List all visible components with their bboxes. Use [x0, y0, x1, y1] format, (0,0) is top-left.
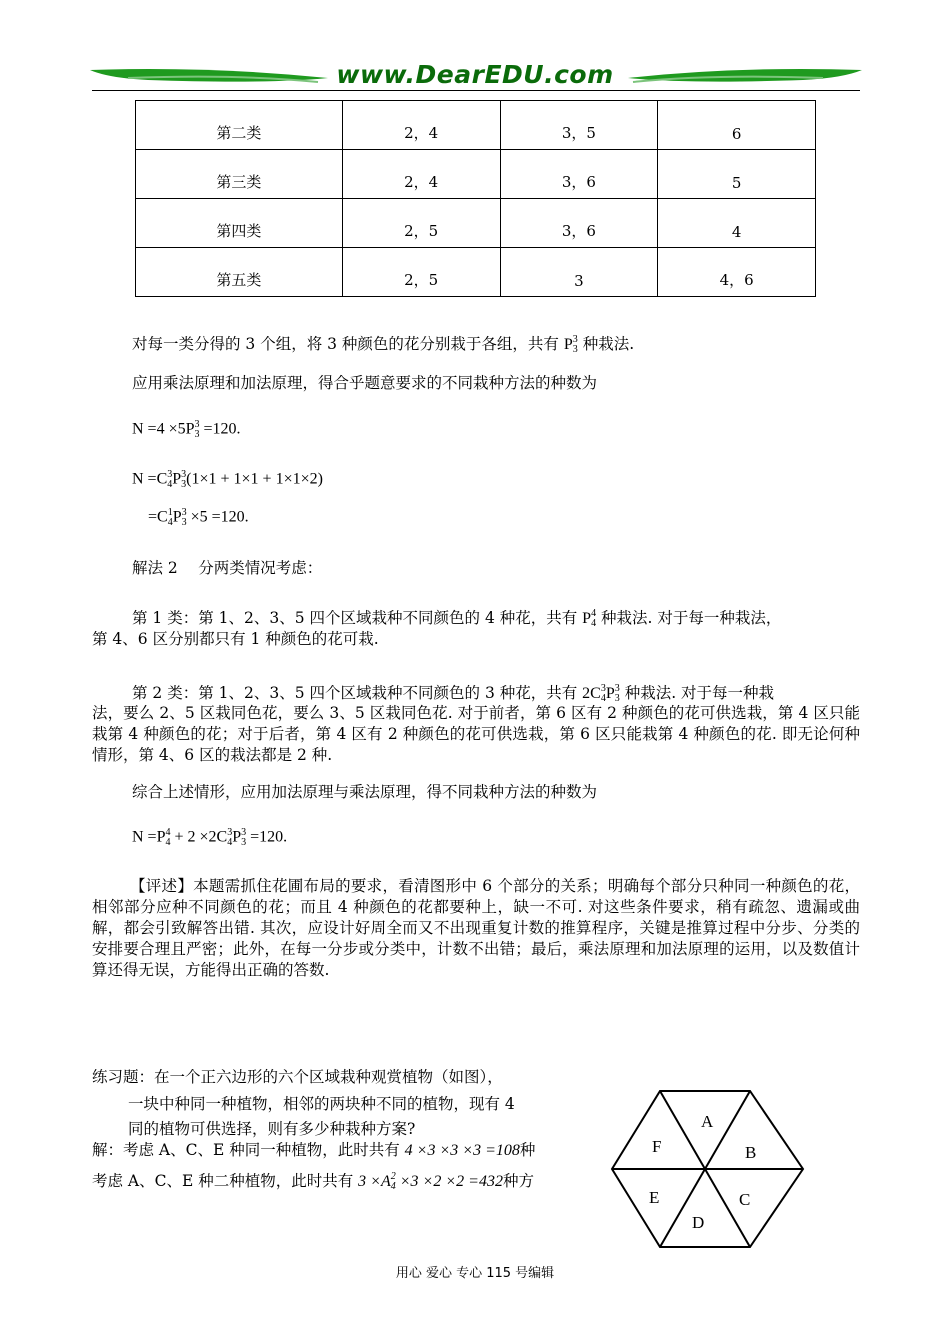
text-line: 对每一类分得的 3 个组，将 3 种颜色的花分别栽于各组，共有 P3 3 种栽法.	[132, 334, 635, 356]
review-paragraph: 【评述】本题需抓住花圃布局的要求，看清图形中 6 个部分的关系；明确每个部分只种同一种颜色的花，相邻部分应种不同颜色的花；而且 4 种颜色的花都要种上，缺一不可. 对这些条件要求，稍有疏忽、遗漏或曲解，都会引致解答出错. 其次，应设计好周全而又不出现重复计数的推算程序，关键是推算过程中分步、分类的安排要合理且严密；此外，在每一分步或分类中，计数不出错；最后，乘法原理和加法原理的运用，以及数值计算还得无误，方能得出正确的答数.	[92, 877, 860, 979]
formula: P3 3	[563, 334, 578, 356]
classification-table	[135, 100, 816, 297]
table-cell: 2，5	[342, 248, 500, 297]
formula: =C1 4P3 3 ×5 =120.	[148, 507, 249, 528]
table-cell: 3，5	[500, 101, 658, 150]
table-cell: 3，6	[500, 199, 658, 248]
text-line: 第 4、6 区分别都只有 1 种颜色的花可栽.	[92, 630, 379, 648]
table-cell: 6	[658, 101, 816, 150]
solution-line: 解：考虑 A、C、E 种同一种植物，此时共有 4 ×3 ×3 ×3 =108种	[92, 1141, 536, 1159]
region-label: E	[649, 1188, 660, 1207]
text-line: 应用乘法原理和加法原理，得合乎题意要求的不同栽种方法的种数为	[132, 374, 598, 392]
table-row	[136, 199, 816, 248]
text-line: 第 1 类：第 1、2、3、5 四个区域栽种不同颜色的 4 种花，共有 P4 4 种栽法. 对于每一种栽法，	[132, 608, 782, 630]
hexagon-diagram	[605, 1085, 810, 1257]
region-label: C	[739, 1190, 751, 1209]
page-footer: 用心 爱心 专心 115 号编辑	[395, 1266, 555, 1281]
table-cell: 2，4	[342, 150, 500, 199]
solution-line: 考虑 A、C、E 种二种植物，此时共有 3 ×A2 4 ×3 ×2 ×2 =432种方	[92, 1171, 534, 1193]
table-cell: 第二类	[136, 101, 343, 150]
table-cell: 第三类	[136, 150, 343, 199]
region-label: A	[701, 1112, 714, 1131]
formula: N =P4 4 + 2 ×2C3 4P3 3 =120.	[132, 827, 288, 848]
table-cell: 3	[500, 248, 658, 297]
table-cell: 2，5	[342, 199, 500, 248]
formula: P4 4	[582, 608, 597, 630]
table-cell: 4，6	[658, 248, 816, 297]
table-cell: 2，4	[342, 101, 500, 150]
table-row	[136, 248, 816, 297]
method-heading: 解法 2 分两类情况考虑：	[132, 559, 323, 577]
exercise-line: 同的植物可供选择，则有多少种栽种方案?	[128, 1120, 416, 1138]
exercise-line: 一块中种同一种植物，相邻的两块种不同的植物，现有 4	[128, 1095, 515, 1113]
text-line: 综合上述情形，应用加法原理与乘法原理，得不同栽种方法的种数为	[132, 783, 598, 801]
table-row	[136, 150, 816, 199]
exercise-line: 练习题：在一个正六边形的六个区域栽种观赏植物（如图），	[92, 1068, 503, 1086]
header-rule	[92, 90, 860, 91]
table-cell: 第四类	[136, 199, 343, 248]
table-row	[136, 101, 816, 150]
paragraph: 法，要么 2、5 区栽同色花，要么 3、5 区栽同色花. 对于前者，第 6 区有 2 种颜色的花可供选栽，第 4 区只能栽第 4 种颜色的花；对于后者，第 4 区有 2 种颜色的花可供选栽，第 6 区只能栽第 4 种颜色的花. 即无论何种情形，第 4、6 区的栽法都是 2 种.	[92, 704, 860, 764]
formula: 3 ×A2 4 ×3 ×2 ×2 =432	[358, 1171, 503, 1193]
site-logo-text: www.DearEDU.com	[336, 60, 614, 89]
region-label: D	[692, 1213, 705, 1232]
table-cell: 3，6	[500, 150, 658, 199]
region-label: F	[652, 1137, 662, 1156]
formula: 2C3 4P3 3	[582, 683, 620, 705]
formula: N =C3 4P3 3(1×1 + 1×1 + 1×1×2)	[132, 469, 323, 490]
text-line: 第 2 类：第 1、2、3、5 四个区域栽种不同颜色的 3 种花，共有 2C3 4P3 3 种栽法. 对于每一种栽	[132, 683, 775, 705]
formula: 4 ×3 ×3 ×3 =108	[404, 1142, 520, 1159]
table-cell: 4	[658, 199, 816, 248]
table-cell: 5	[658, 150, 816, 199]
region-label: B	[745, 1143, 757, 1162]
table-cell: 第五类	[136, 248, 343, 297]
formula: N =4 ×5P3 3 =120.	[132, 419, 241, 440]
